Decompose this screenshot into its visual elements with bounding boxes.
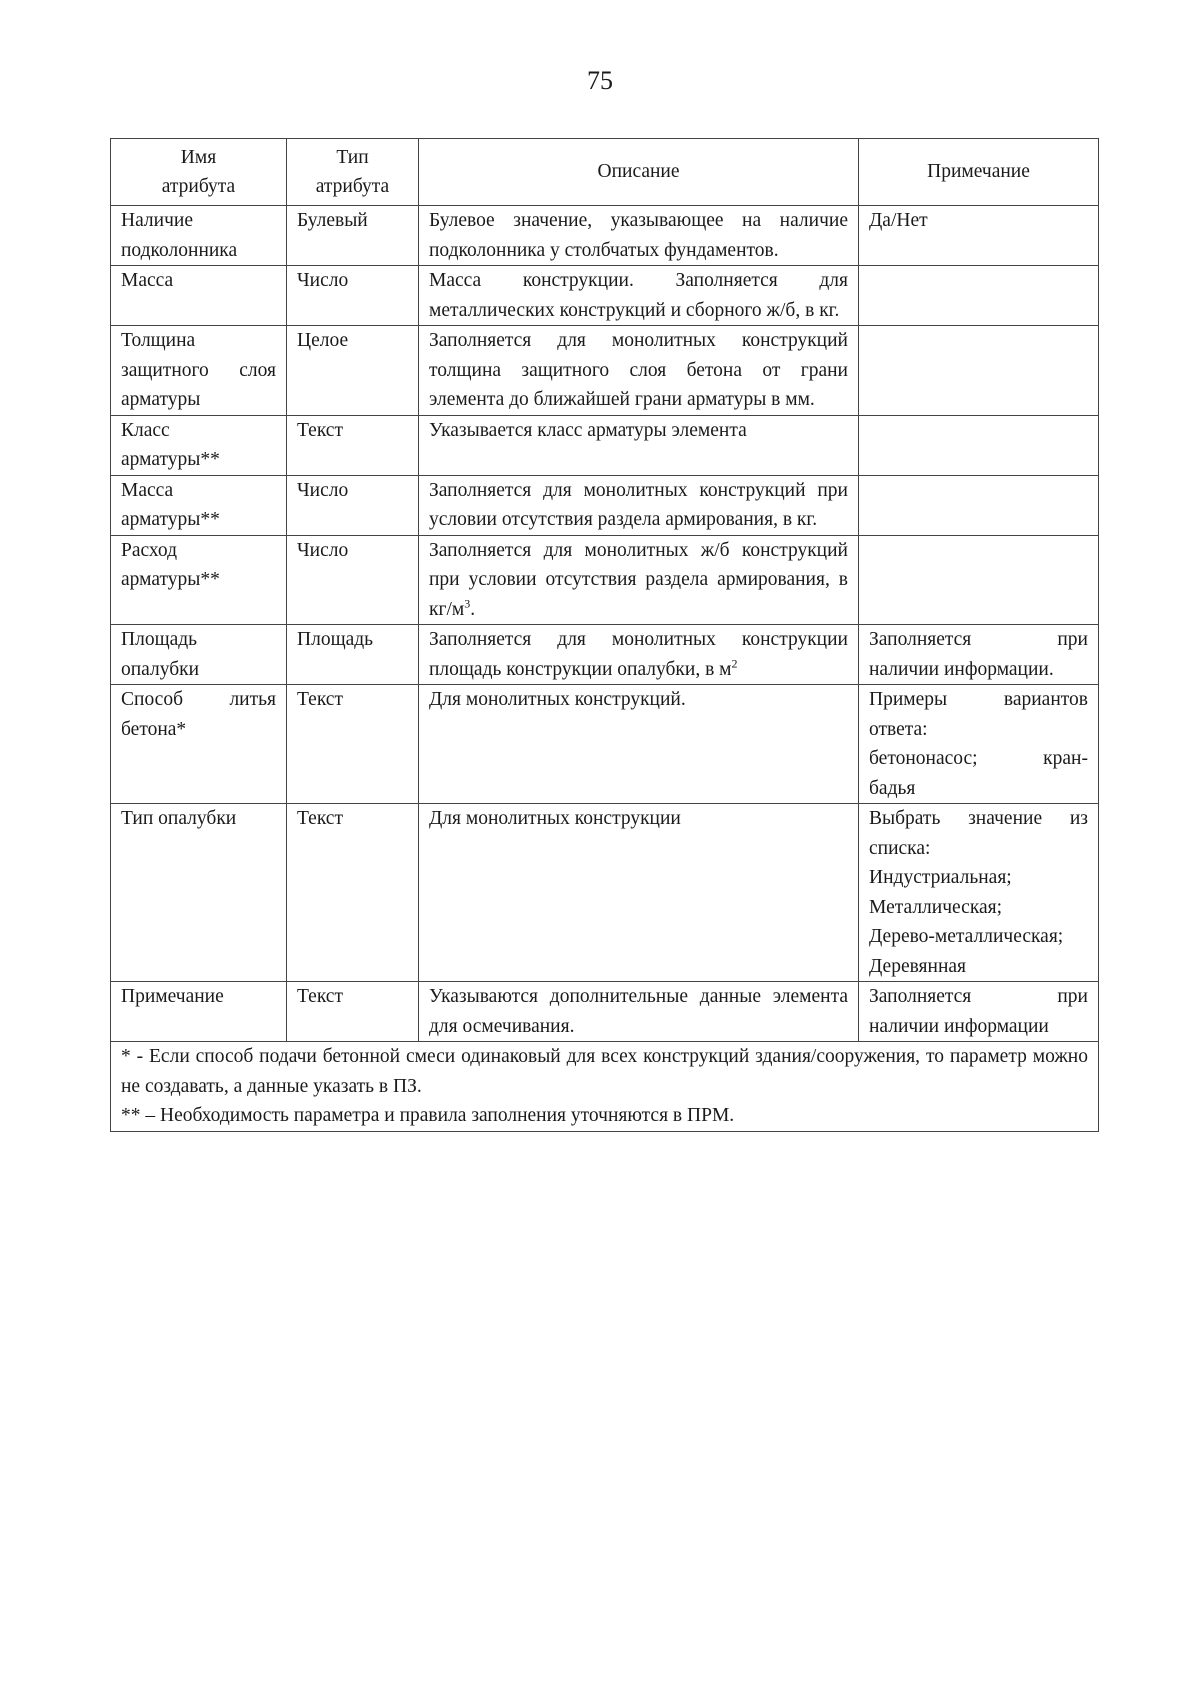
table-row [111, 804, 1099, 982]
table-row [111, 206, 1099, 266]
header-note: Примечание [859, 139, 1099, 206]
footnote-single-star: * - Если способ подачи бетонной смеси одинаковый для всех конструкций здания/сооружения, то параметр можно не создавать, а данные указать в ПЗ. [121, 1046, 1088, 1097]
description-cell: Заполняется для монолитных конструкции площадь конструкции опалубки, в $м^2$ [419, 625, 859, 685]
header-attribute-name: Имя атрибута [111, 139, 287, 206]
note-cell: Заполняется при наличии информации. [859, 625, 1099, 685]
attribute-name-cell: Способ литья бетона* [111, 685, 287, 804]
description-cell: Заполняется для монолитных ж/б конструкций при условии отсутствия раздела армирования, в $кг/м^3$. [419, 535, 859, 625]
note-cell [859, 326, 1099, 416]
attribute-type-cell: Площадь [287, 625, 419, 685]
attribute-type-cell: Текст [287, 804, 419, 982]
description-cell: Булевое значение, указывающее на наличие подколонника у столбчатых фундаментов. [419, 206, 859, 266]
description-cell: Для монолитных конструкции [419, 804, 859, 982]
table-row [111, 266, 1099, 326]
attribute-name-cell: Расход арматуры** [111, 535, 287, 625]
attribute-name-cell: Площадь опалубки [111, 625, 287, 685]
attribute-type-cell: Текст [287, 982, 419, 1042]
attribute-name-cell: Масса арматуры** [111, 475, 287, 535]
description-cell: Указываются дополнительные данные элемента для осмечивания. [419, 982, 859, 1042]
note-cell: Заполняется при наличии информации [859, 982, 1099, 1042]
note-cell: Да/Нет [859, 206, 1099, 266]
table-row [111, 475, 1099, 535]
attribute-type-cell: Число [287, 475, 419, 535]
attribute-name-cell: Тип опалубки [111, 804, 287, 982]
description-cell: Указывается класс арматуры элемента [419, 415, 859, 475]
footnote-row [111, 1042, 1099, 1132]
description-cell: Масса конструкции. Заполняется для металлических конструкций и сборного ж/б, в кг. [419, 266, 859, 326]
description-cell: Заполняется для монолитных конструкций при условии отсутствия раздела армирования, в кг. [419, 475, 859, 535]
table-row [111, 625, 1099, 685]
attribute-type-cell: Текст [287, 685, 419, 804]
attribute-table [110, 138, 1099, 1132]
attribute-type-cell: Текст [287, 415, 419, 475]
superscript: 2 [731, 656, 738, 670]
table-row [111, 415, 1099, 475]
attribute-type-cell: Булевый [287, 206, 419, 266]
header-description: Описание [419, 139, 859, 206]
attribute-type-cell: Целое [287, 326, 419, 416]
note-cell [859, 415, 1099, 475]
note-cell [859, 475, 1099, 535]
table-header-row [111, 139, 1099, 206]
attribute-type-cell: Число [287, 266, 419, 326]
note-cell [859, 535, 1099, 625]
footnote-cell [111, 1042, 1099, 1132]
attribute-name-cell: Класс арматуры** [111, 415, 287, 475]
attribute-name-cell: Масса [111, 266, 287, 326]
attribute-name-cell: Наличие подколонника [111, 206, 287, 266]
description-cell: Заполняется для монолитных конструкций толщина защитного слоя бетона от грани элемента до ближайшей грани арматуры в мм. [419, 326, 859, 416]
footnote-double-star: ** – Необходимость параметра и правила заполнения уточняются в ПРМ. [121, 1105, 735, 1126]
page-number: 75 [587, 66, 613, 95]
table-row [111, 982, 1099, 1042]
description-cell: Для монолитных конструкций. [419, 685, 859, 804]
attribute-type-cell: Число [287, 535, 419, 625]
superscript: 3 [464, 596, 471, 610]
attribute-name-cell: Примечание [111, 982, 287, 1042]
header-attribute-type: Тип атрибута [287, 139, 419, 206]
note-cell: Выбрать значение из списка: Индустриальная; Металлическая; Дерево-металлическая; Деревянная [859, 804, 1099, 982]
table-row [111, 535, 1099, 625]
table-row [111, 685, 1099, 804]
note-cell [859, 266, 1099, 326]
note-cell: Примеры вариантов ответа: бетононасос; кран- бадья [859, 685, 1099, 804]
attribute-name-cell: Толщина защитного слоя арматуры [111, 326, 287, 416]
table-row [111, 326, 1099, 416]
